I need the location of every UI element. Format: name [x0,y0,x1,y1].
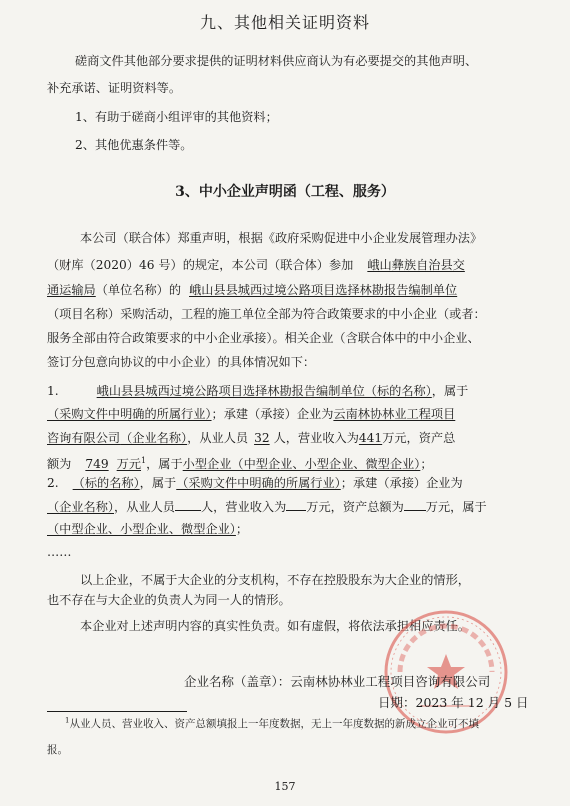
entry-2-staff-blank [175,497,201,511]
entry-1-belongs: ，属于 [431,384,469,398]
entry-2-assets-prefix: 万元，资产总额为 [306,500,404,514]
entry-2-revenue-prefix: 人，营业收入为 [200,500,287,514]
closing-line-1: 以上企业，不属于大企业的分支机构，不存在控股股东为大企业的情形， [80,573,470,587]
declaration-line-6: 签订分包意向协议的中小企业）的具体情况如下： [47,355,316,369]
entry-2-belongs: ，属于 [139,476,177,490]
entry-1-footnote-ref: 1 [141,456,147,465]
intro-line-1: 磋商文件其他部分要求提供的证明材料供应商认为有必要提交的其他声明、 [75,54,478,68]
entry-2-target-name: （标的名称） [72,476,140,490]
entry-1-staff-count: 32 [254,431,270,445]
closing-line-2: 也不存在与大企业的负责人为同一人的情形。 [47,593,291,607]
entry-2-line-1 [47,474,463,492]
entry-2-line-3 [47,520,248,538]
declaration-line-3 [47,281,457,299]
entry-1-staff-prefix: ，从业人员 [187,431,249,445]
entry-1-target-name: 峨山县县城西过境公路项目选择林勘报告编制单位（标的名称） [96,384,432,398]
entry-1-size: 小型企业（中型企业、小型企业、微型企业） [182,457,421,472]
entry-1-line-3 [47,429,455,447]
entry-1-industry: （采购文件中明确的所属行业） [47,407,212,421]
closing-line-3: 本企业对上述声明内容的真实性负责。如有虚假，将依法承担相应责任。 [80,619,470,633]
entry-2-company-label: （企业名称） [47,500,115,514]
entry-1-revenue: 441 [358,431,383,445]
purchaser-name-part-2: 通运输局 [47,283,96,297]
entry-2-assets-blank [404,497,426,511]
intro-line-2: 补充承诺、证明资料等。 [47,81,182,95]
entry-1-contractor-prefix: ；承建（承接）企业为 [211,407,334,421]
declaration-line-2 [47,256,465,274]
entry-1-assets-prefix: 万元，资产总 [382,431,456,445]
section-title: 3、中小企业声明函（工程、服务） [175,184,395,200]
page-heading: 九、其他相关证明资料 [199,13,370,32]
entry-1-line-2 [47,405,455,423]
entry-2-line-2 [47,497,487,516]
purchaser-name-part-1: 峨山彝族自治县交 [367,258,465,272]
declaration-line-5: 服务全部由符合政策要求的中小企业承接）。相关企业（含联合体中的中小企业、 [47,331,480,345]
entry-1-company-part-2: 咨询有限公司 [47,431,121,445]
entry-1-assets: 749 [85,457,109,472]
entry-1-line-4 [47,452,433,473]
declaration-line-1: 本公司（联合体）郑重声明，根据《政府采购促进中小企业发展管理办法》 [80,231,483,245]
entry-1-assets-unit: 万元 [116,457,142,472]
footnote-marker: 1 [65,716,70,725]
intro-item-1: 1、有助于磋商小组评审的其他资料； [75,110,278,124]
declaration-text: （财库（2020）46 号）的规定，本公司（联合体）参加 [47,258,354,272]
entry-2-industry: （采购文件中明确的所属行业） [176,476,341,490]
entry-2-size: （中型企业、小型企业、微型企业） [47,522,236,536]
entry-1-size-prefix: ，属于 [146,457,183,472]
entry-1-revenue-prefix: 人，营业收入为 [273,431,359,445]
signature-company: 企业名称（盖章）：云南林协林业工程项目咨询有限公司 [184,674,491,689]
entry-1-number: 1. [47,384,59,398]
entry-1-size-end: ； [420,457,433,472]
footnote-line-1 [65,716,479,731]
entry-2-number: 2. [47,476,59,490]
footnote-text: 从业人员、营业收入、资产总额填报上一年度数据，无上一年度数据的新成立企业可不填 [69,718,479,730]
footnote-line-2: 报。 [47,744,68,756]
page-number: 157 [274,780,296,793]
entry-2-size-end: ； [235,522,249,536]
entry-2-staff-prefix: ，从业人员 [114,500,175,514]
footnote-divider [47,711,187,712]
declaration-line-4 [47,305,486,323]
entry-2-assets-suffix: 万元，属于 [425,500,487,514]
entry-1-company-label: （企业名称） [120,431,188,445]
entry-1-company-part-1: 云南林协林业工程项目 [333,407,456,421]
intro-item-2: 2、其他优惠条件等。 [75,138,193,152]
ellipsis: …… [47,545,72,559]
declaration-text: 采购活动，工程的施工单位全部为符合政策要求的中小企业（或者： [120,307,486,321]
project-name: 峨山县县城西过境公路项目选择林勘报告编制单位 [189,283,458,297]
entry-1-assets-label: 额为 [47,457,72,472]
signature-date: 日期：2023 年 12 月 5 日 [378,695,529,710]
entry-2-contractor-prefix: ；承建（承接）企业为 [340,476,463,490]
entry-2-revenue-blank [286,497,306,511]
unit-label: （单位名称）的 [95,283,182,297]
entry-1-line-1 [47,382,468,400]
project-label: （项目名称） [47,307,121,321]
